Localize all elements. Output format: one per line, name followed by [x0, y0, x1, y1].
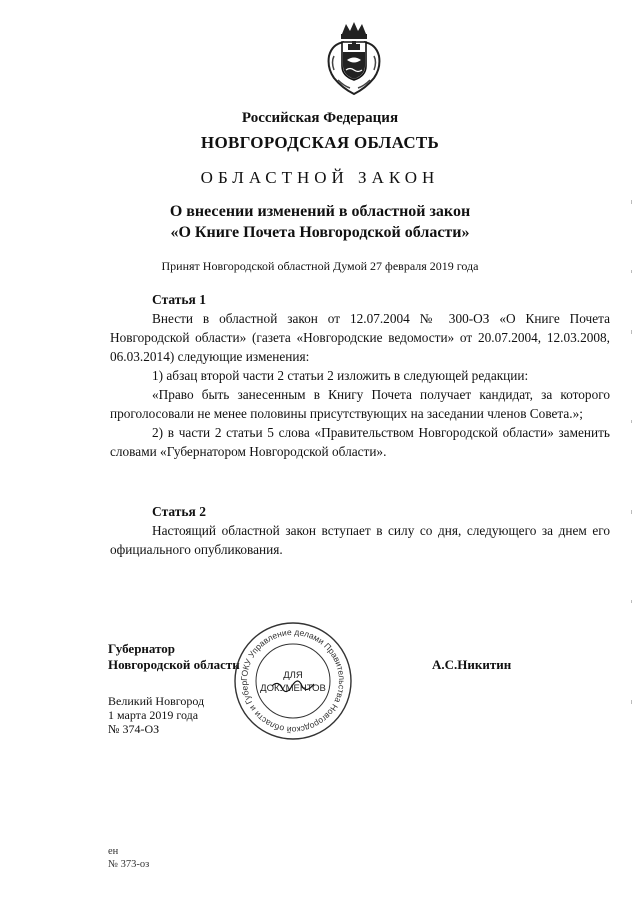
official-stamp — [232, 620, 354, 742]
article-2-text: Настоящий областной закон вступает в силу со дня, следующего за днем его официального опубликования. — [110, 523, 610, 557]
stamp-ring-text: ГОКУ Управление делами Правительства Новгородской области и Губер — [238, 626, 348, 736]
footer-ref: № 373-оз — [108, 859, 150, 870]
novgorod-coat-of-arms-icon — [322, 20, 386, 100]
adoption-note: Принят Новгородской областной Думой 27 февраля 2019 года — [161, 259, 479, 273]
place-date-block — [108, 694, 204, 736]
country-title: Российская Федерация — [241, 110, 399, 126]
article-1-item-2: 2) в части 2 статьи 5 слова «Правительством Новгородской области» заменить словами «Губернатором Новгородской области». — [110, 425, 610, 459]
article-1 — [110, 290, 610, 461]
footer-block — [108, 845, 149, 871]
law-title-line-2: «О Книге Почета Новгородской области» — [170, 224, 470, 241]
article-2 — [110, 502, 610, 559]
law-title-line-1: О внесении изменений в областной закон — [169, 203, 471, 220]
footer-initials: ен — [108, 846, 119, 857]
law-number: № 374-ОЗ — [108, 722, 160, 736]
article-1-item-1: 1) абзац второй части 2 статьи 2 изложить в следующей редакции: — [152, 368, 529, 383]
article-1-quote: «Право быть занесенным в Книгу Почета получает кандидат, за которого проголосовали не менее половины присутствующих на заседании членов Совета.»; — [110, 387, 610, 421]
article-2-heading: Статья 2 — [152, 504, 206, 519]
article-1-heading: Статья 1 — [152, 292, 206, 307]
scan-edge-marks — [630, 180, 634, 740]
place-city: Великий Новгород — [108, 694, 205, 708]
law-type: ОБЛАСТНОЙ ЗАКОН — [200, 168, 440, 187]
article-1-intro: Внести в областной закон от 12.07.2004 № 300-ОЗ «О Книге Почета Новгородской области» (газета «Новгородские ведомости» от 20.07.2004, 12.03.2008, 06.03.2014) следующие изменения: — [110, 311, 610, 364]
signature-name: А.С.Никитин — [432, 657, 512, 672]
stamp-center-line-1: ДЛЯ — [283, 670, 303, 681]
signing-date: 1 марта 2019 года — [108, 708, 199, 722]
stamp-center-line-2: ДОКУМЕНТОВ — [260, 683, 326, 694]
signature-position-line-2: Новгородской области — [108, 657, 240, 672]
region-title: НОВГОРОДСКАЯ ОБЛАСТЬ — [200, 133, 440, 152]
signature-position-line-1: Губернатор — [108, 641, 176, 656]
